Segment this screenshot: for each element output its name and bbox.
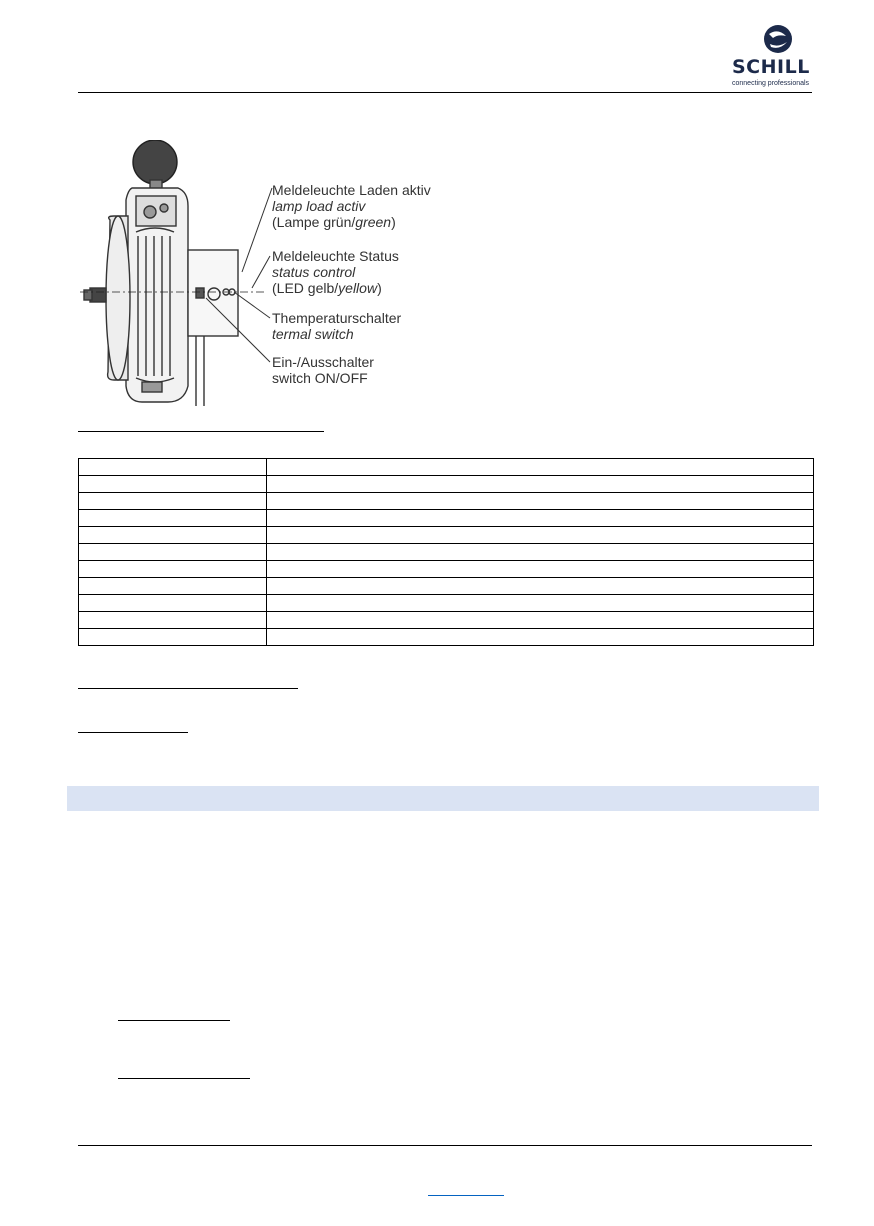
subheading-underline-1 (78, 688, 298, 689)
footer-rule (78, 1145, 812, 1146)
table-row (79, 629, 814, 646)
label-power-switch (272, 354, 374, 386)
table-cell-value (267, 527, 814, 544)
spec-table (78, 458, 814, 646)
label-status (272, 248, 399, 296)
label-lamp-load-en: lamp load activ (272, 198, 366, 214)
table-row (79, 527, 814, 544)
table-cell-label (79, 510, 267, 527)
table-cell-label (79, 612, 267, 629)
header-rule (78, 92, 812, 93)
table-cell-value (267, 578, 814, 595)
table-cell-value (267, 612, 814, 629)
table-row (79, 561, 814, 578)
table-cell-value (267, 476, 814, 493)
table-cell-value (267, 595, 814, 612)
table-cell-label (79, 544, 267, 561)
label-status-de: Meldeleuchte Status (272, 248, 399, 264)
section-heading-underline (78, 431, 324, 432)
label-status-color: (LED gelb/yellow) (272, 280, 382, 296)
table-row (79, 612, 814, 629)
logo-subtext: connecting professionals (732, 80, 810, 87)
label-power-switch-en: switch ON/OFF (272, 370, 368, 386)
label-lamp-load-color: (Lampe grün/green) (272, 214, 396, 230)
table-cell-label (79, 476, 267, 493)
table-cell-label (79, 493, 267, 510)
table-row (79, 459, 814, 476)
subheading-underline-2 (78, 732, 188, 733)
list-item-underline-2 (118, 1078, 250, 1079)
table-row (79, 578, 814, 595)
section-band (67, 786, 819, 811)
table-cell-value (267, 629, 814, 646)
leader-lines (180, 180, 280, 370)
label-power-switch-de: Ein-/Ausschalter (272, 354, 374, 370)
table-cell-label (79, 595, 267, 612)
label-thermal-switch (272, 310, 401, 342)
table-row (79, 510, 814, 527)
table-cell-value (267, 493, 814, 510)
label-lamp-load-de: Meldeleuchte Laden aktiv (272, 182, 431, 198)
table-cell-value (267, 510, 814, 527)
table-row (79, 493, 814, 510)
table-cell-label (79, 561, 267, 578)
list-item-underline-1 (118, 1020, 230, 1021)
spec-table-body (79, 459, 814, 646)
table-cell-label (79, 459, 267, 476)
table-cell-label (79, 578, 267, 595)
table-cell-label (79, 527, 267, 544)
table-cell-value (267, 561, 814, 578)
label-lamp-load (272, 182, 431, 230)
schill-logo-mark (726, 22, 816, 58)
label-thermal-switch-de: Themperaturschalter (272, 310, 402, 326)
table-row (79, 544, 814, 561)
footer-link[interactable] (428, 1195, 504, 1196)
logo-text: SCHILL (732, 56, 810, 78)
table-cell-value (267, 459, 814, 476)
label-thermal-switch-en: termal switch (272, 326, 354, 342)
table-cell-label (79, 629, 267, 646)
table-row (79, 595, 814, 612)
table-row (79, 476, 814, 493)
table-cell-value (267, 544, 814, 561)
label-status-en: status control (272, 264, 356, 280)
